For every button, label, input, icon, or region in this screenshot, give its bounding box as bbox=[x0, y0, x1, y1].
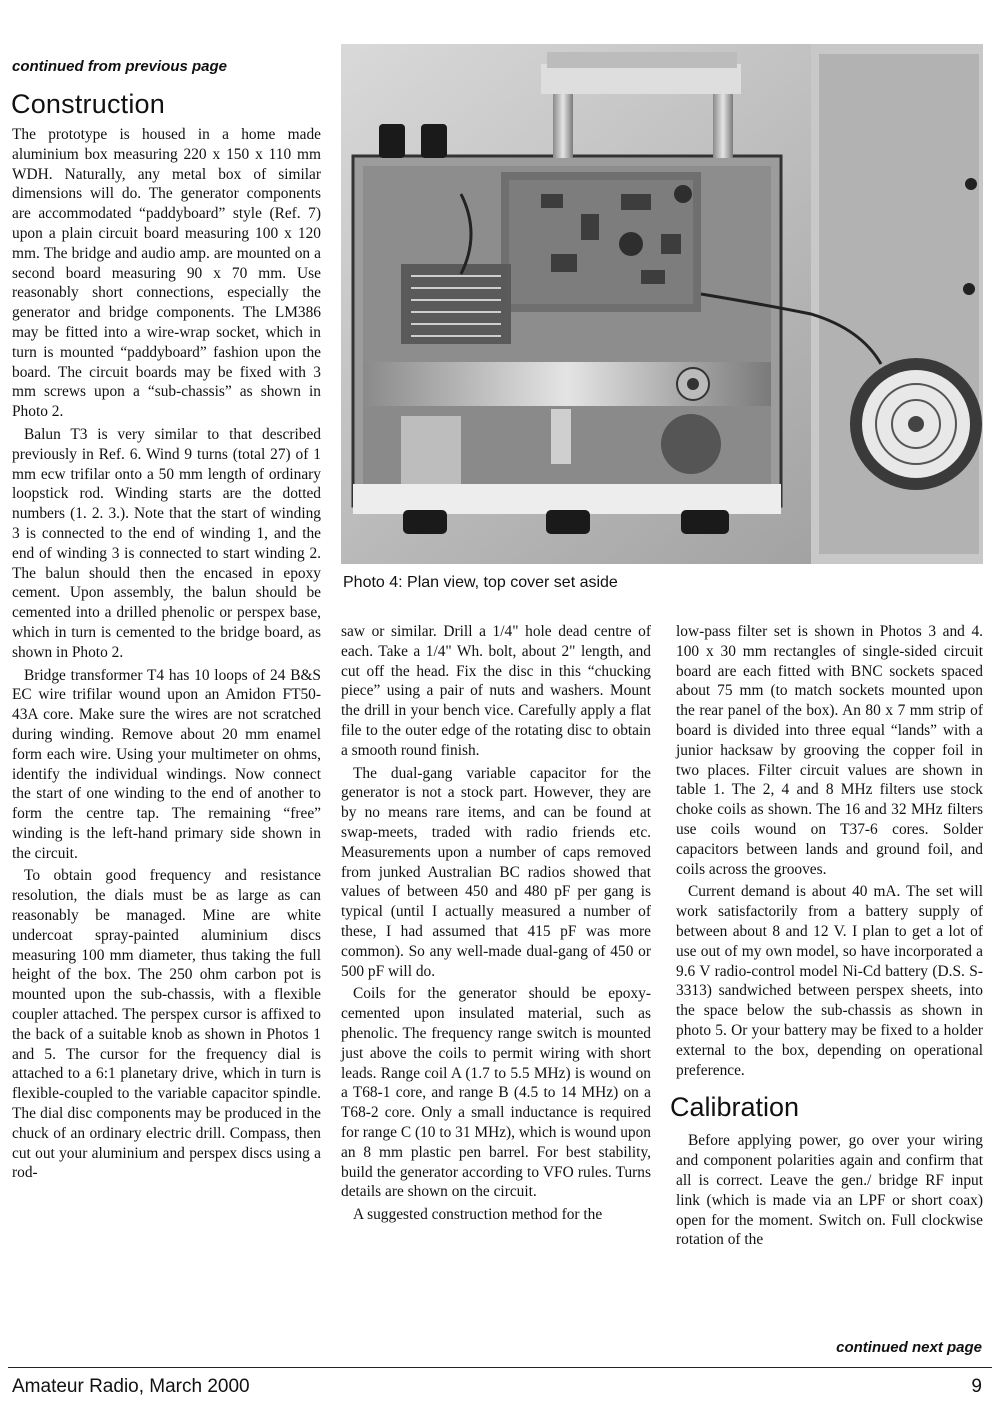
paragraph: The dual-gang variable capacitor for the generator is not a stock part. However, they are by no means rare items, and can be found at swap-meets, traded with radio friends etc. Measurements upon a number of caps removed from junked Australian BC radios showed that values of between 450 and 480 pF per gang is typical (until I actually measured a number of these, I had assumed that 415 pF was more common). So any well-made dual-gang of 450 or 500 pF will do. bbox=[341, 764, 651, 980]
paragraph: Coils for the generator should be epoxy-cemented upon insulated material, such as phenolic. The frequency range switch is mounted just above the coils to permit wiring with short leads. Range coil A (1.7 to 5.5 MHz) is wound on a T68-1 core, and range B (4.5 to 14 MHz) on a T68-2 core. Only a small inductance is required for range C (10 to 31 MHz), which is wound upon an 8 mm plastic pen barrel. For best stability, build the generator according to VFO rules. Turns details are shown on the circuit. bbox=[341, 985, 651, 1201]
page-number: 9 bbox=[971, 1376, 982, 1397]
continued-from-note: continued from previous page bbox=[12, 58, 228, 75]
paragraph: To obtain good frequency and resistance resolution, the dials must be as large as can reasonably be managed. Mine are white undercoat spray-painted aluminium discs measuring 100 mm diameter, thus taking the full height of the box. The 250 ohm carbon pot is mounted upon the sub-chassis, with a flexible coupler attached. The perspex cursor is affixed to the back of a suitable knob as shown in Photos 1 and 5. The cursor for the frequency dial is attached to a 6:1 planetary drive, which in turn is flexible-coupled to the variable capacitor spindle. The dial disc components may be produced in the chuck of an ordinary electric drill. Compass, then cut out your aluminium and perspex discs using a rod- bbox=[12, 867, 321, 1182]
paragraph: Bridge transformer T4 has 10 loops of 24 B&S EC wire trifilar wound upon an Amidon FT50-43A core. Make sure the wires are not scratched during winding. Remove about 20 mm enamel form each wire. Using your multimeter on ohms, identify the individual windings. Now connect the start of one winding to the end of another to form the centre tap. The remaining “free” winding is the left-hand primary side shown in the circuit. bbox=[12, 666, 321, 862]
photo-caption: Photo 4: Plan view, top cover set aside bbox=[343, 574, 618, 591]
footer-divider bbox=[8, 1367, 992, 1368]
paragraph: Balun T3 is very similar to that described previously in Ref. 6. Wind 9 turns (total 27) of 1 mm ecw trifilar onto a 50 mm length of ordinary loopstick rod. Winding starts are the dotted numbers (1. 2. 3.). Note that the start of winding 3 is connected to the end of winding 1, and the end of winding 3 is connected to start winding 2. The balun should then the encased in epoxy cement. Upon assembly, the balun should be cemented into a drilled phenolic or perspex base, which in turn is cemented to the bridge board, as shown in Photo 2. bbox=[12, 425, 321, 661]
text-column-2 bbox=[341, 622, 651, 1225]
paragraph: Current demand is about 40 mA. The set will work satisfactorily from a battery supply of between about 8 and 12 V. I plan to get a lot of use out of my own model, so have incorporated a 9.6 V radio-control model Ni-Cd battery (D.S. S-3313) sandwiched between perspex sheets, into the space below the sub-chassis as shown in photo 5. Or your battery may be fixed to a holder external to the box, depending on operational preference. bbox=[676, 883, 983, 1079]
section-title-calibration: Calibration bbox=[670, 1092, 800, 1123]
text-column-1 bbox=[12, 125, 321, 1183]
paragraph: The prototype is housed in a home made aluminium box measuring 220 x 150 x 110 mm WDH. Naturally, any metal box of similar dimensions will do. The generator components are accommodated “paddyboard” style (Ref. 7) upon a plain circuit board measuring 100 x 120 mm. The bridge and audio amp. are mounted on a second board measuring 90 x 70 mm. Use reasonably short connections, especially the generator and bridge components. The LM386 may be fitted into a wire-wrap socket, which in turn is mounted “paddyboard” fashion upon the board. The circuit boards may be fixed with 3 mm screws upon a “sub-chassis” as shown in Photo 2. bbox=[12, 126, 321, 421]
section-title-construction: Construction bbox=[11, 89, 165, 119]
paragraph: Before applying power, go over your wiring and component polarities again and confirm that all is correct. Leave the gen./ bridge RF input link (which is made via an LPF or short coax) open for the moment. Switch on. Full clockwise rotation of the bbox=[676, 1132, 983, 1249]
publication-line: Amateur Radio, March 2000 bbox=[12, 1376, 250, 1397]
text-column-3 bbox=[670, 622, 983, 1250]
paragraph: low-pass filter set is shown in Photos 3 and 4. 100 x 30 mm rectangles of single-sided circuit board are each fitted with BNC sockets spaced about 75 mm (to match sockets mounted upon the rear panel of the box). An 80 x 7 mm strip of board is divided into three equal “lands” with a junior hacksaw by grooving the copper foil in two places. Filter circuit values are shown in table 1. The 2, 4 and 8 MHz filters use stock choke coils as shown. The 16 and 32 MHz filters use coils wound on T37-6 cores. Solder capacitors between lands and ground foil, and coils across the grooves. bbox=[676, 623, 983, 878]
paragraph: saw or similar. Drill a 1/4" hole dead centre of each. Take a 1/4" Wh. bolt, about 2" length, and cut off the head. Fix the disc in this “chucking piece” using a pair of nuts and washers. Mount the drill in your bench vice. Carefully apply a flat file to the outer edge of the rotating disc to obtain a smooth round finish. bbox=[341, 623, 651, 759]
paragraph: A suggested construction method for the bbox=[353, 1206, 603, 1224]
photo-plan-view bbox=[341, 44, 983, 564]
continued-next-note: continued next page bbox=[836, 1339, 982, 1356]
